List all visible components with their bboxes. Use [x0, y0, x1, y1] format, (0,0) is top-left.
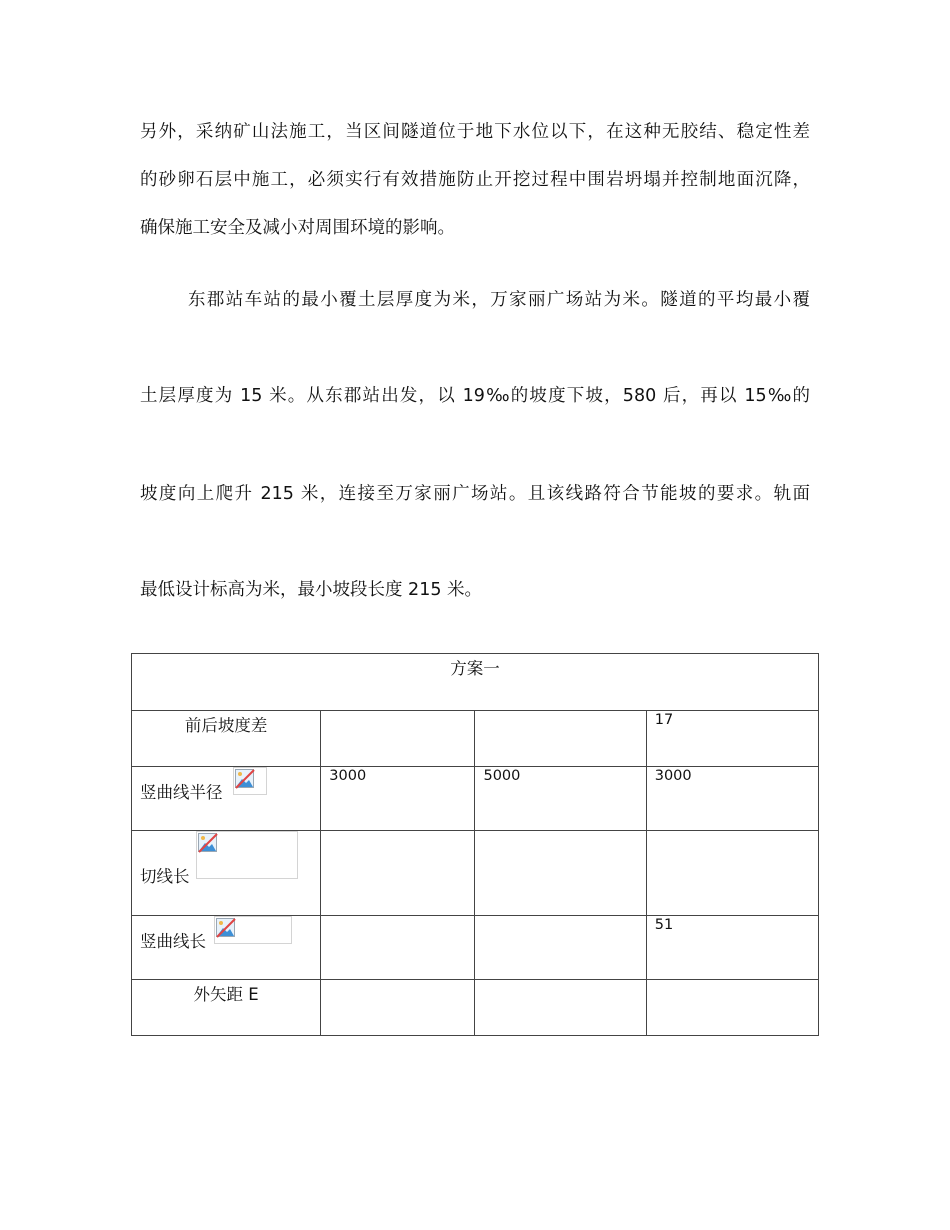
cell-value: 17	[654, 712, 674, 728]
row-label-cell	[132, 831, 321, 916]
row-label-cell	[132, 711, 321, 767]
table-cell	[321, 831, 475, 916]
table-row	[132, 767, 819, 831]
paragraph-line: 土层厚度为 15 米。从东郡站出发，以 19‰的坡度下坡，580 后，再以 15‰的	[140, 386, 810, 406]
table-row	[132, 711, 819, 767]
table-title-cell	[132, 654, 819, 711]
table-cell	[646, 980, 818, 1036]
scheme-table	[131, 653, 819, 1036]
table-cell	[646, 767, 818, 831]
table-cell	[475, 711, 646, 767]
broken-image-icon	[214, 916, 292, 944]
cell-value: 3000	[329, 768, 367, 784]
table-cell	[321, 767, 475, 831]
table-cell	[475, 916, 646, 980]
table-cell	[646, 831, 818, 916]
table-header-row	[132, 654, 819, 711]
paragraph-line: 最低设计标高为米，最小坡段长度 215 米。	[140, 580, 483, 600]
cell-value: 3000	[654, 768, 692, 784]
paragraph-line: 坡度向上爬升 215 米，连接至万家丽广场站。且该线路符合节能坡的要求。轨面	[140, 484, 810, 504]
row-label: 竖曲线半径	[140, 783, 223, 802]
table-row	[132, 980, 819, 1036]
paragraph-line: 确保施工安全及减小对周围环境的影响。	[140, 218, 455, 238]
row-label: 切线长	[140, 867, 190, 886]
table-cell	[646, 711, 818, 767]
table-cell	[475, 831, 646, 916]
table-cell	[475, 767, 646, 831]
table-cell	[321, 916, 475, 980]
table-row	[132, 916, 819, 980]
table-row	[132, 831, 819, 916]
row-label-cell	[132, 980, 321, 1036]
row-label: 前后坡度差	[184, 716, 268, 735]
row-label-cell	[132, 916, 321, 980]
row-label-cell	[132, 767, 321, 831]
cell-value: 51	[654, 917, 674, 933]
table-cell	[321, 980, 475, 1036]
table-title: 方案一	[450, 659, 500, 678]
row-label: 竖曲线长	[140, 932, 206, 951]
table-cell	[321, 711, 475, 767]
broken-image-icon	[233, 767, 267, 795]
paragraph-line: 另外，采纳矿山法施工，当区间隧道位于地下水位以下，在这种无胶结、稳定性差	[140, 122, 810, 142]
paragraph-line: 的砂卵石层中施工，必须实行有效措施防止开挖过程中围岩坍塌并控制地面沉降，	[140, 170, 810, 190]
table-cell	[475, 980, 646, 1036]
cell-value: 5000	[483, 768, 521, 784]
paragraph-line: 东郡站车站的最小覆土层厚度为米，万家丽广场站为米。隧道的平均最小覆	[188, 290, 810, 310]
row-label: 外矢距 E	[193, 985, 259, 1004]
broken-image-icon	[196, 831, 298, 879]
table-cell	[646, 916, 818, 980]
